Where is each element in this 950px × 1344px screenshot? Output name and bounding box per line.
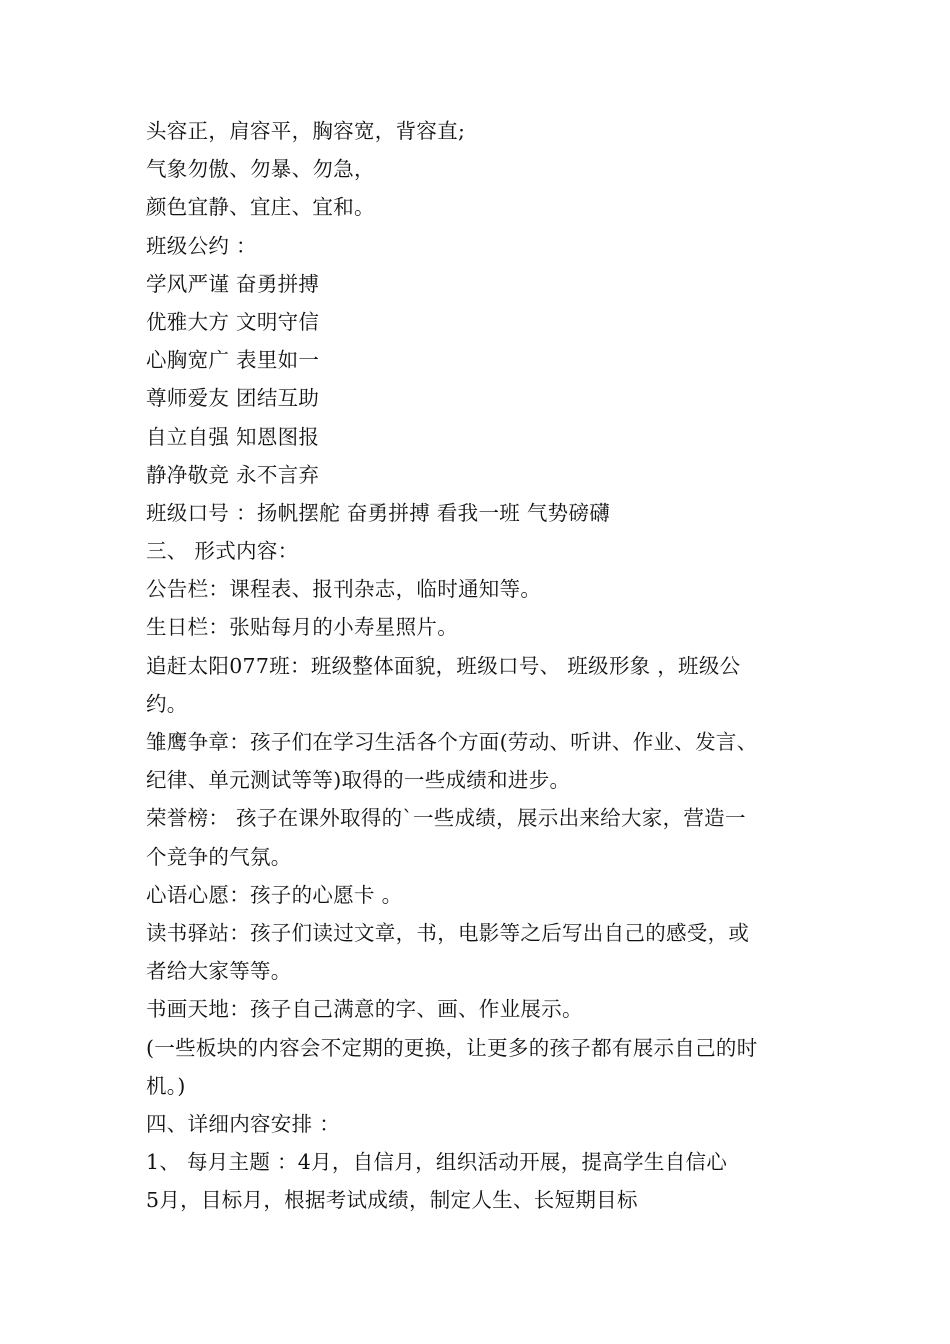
text-line: 心胸宽广 表里如一	[146, 348, 320, 373]
text-line: 生日栏：张贴每月的小寿星照片。	[146, 615, 458, 640]
section-heading-class-convention: 班级公约 ：	[146, 233, 257, 258]
text-line: 荣誉榜： 孩子在课外取得的`一些成绩，展示出来给大家，营造一	[146, 806, 746, 831]
text-line: 心语心愿：孩子的心愿卡 。	[146, 882, 403, 907]
text-line: 书画天地：孩子自己满意的字、画、作业展示。	[146, 997, 583, 1022]
text-line: 约。	[146, 691, 188, 716]
text-line: 纪律、单元测试等等)取得的一些成绩和进步。	[146, 768, 571, 793]
text-line: 静净敬竞 永不言弃	[146, 462, 320, 487]
text-line: 尊师爱友 团结互助	[146, 386, 320, 411]
text-line: 颜色宜静、宜庄、宜和。	[146, 195, 375, 220]
text-line: 1、 每月主题 ：4月，自信月，组织活动开展，提高学生自信心	[146, 1150, 728, 1175]
text-line: 机。)	[146, 1073, 186, 1098]
text-line: 雏鹰争章：孩子们在学习生活各个方面(劳动、听讲、作业、发言、	[146, 730, 758, 754]
section-heading-detailed-arrangement: 四、详细内容安排 ：	[146, 1111, 341, 1136]
text-line: 头容正，肩容平，胸容宽，背容直;	[146, 119, 466, 143]
text-line: 读书驿站：孩子们读过文章，书，电影等之后写出自己的感受，或	[146, 920, 750, 945]
text-line: 学风严谨 奋勇拼搏	[146, 271, 320, 296]
text-line: (一些板块的内容会不定期的更换，让更多的孩子都有展示自己的时	[146, 1035, 758, 1060]
text-line: 自立自强 知恩图报	[146, 424, 320, 449]
text-line: 公告栏：课程表、报刊杂志，临时通知等。	[146, 577, 542, 602]
document-body	[146, 112, 816, 1219]
text-line: 追赶太阳077班：班级整体面貌，班级口号、 班级形象 ，班级公	[146, 653, 741, 678]
text-line: 5月，目标月，根据考试成绩，制定人生、长短期目标	[146, 1188, 638, 1213]
section-heading-form-content: 三、 形式内容：	[146, 539, 299, 564]
class-slogan-line: 班级口号 ：扬帆摆舵 奋勇拼搏 看我一班 气势磅礴	[146, 500, 611, 525]
text-line: 者给大家等等。	[146, 959, 292, 984]
text-line: 优雅大方 文明守信	[146, 309, 320, 334]
text-line: 气象勿傲、勿暴、勿急，	[146, 157, 375, 182]
text-line: 个竞争的气氛。	[146, 844, 292, 869]
